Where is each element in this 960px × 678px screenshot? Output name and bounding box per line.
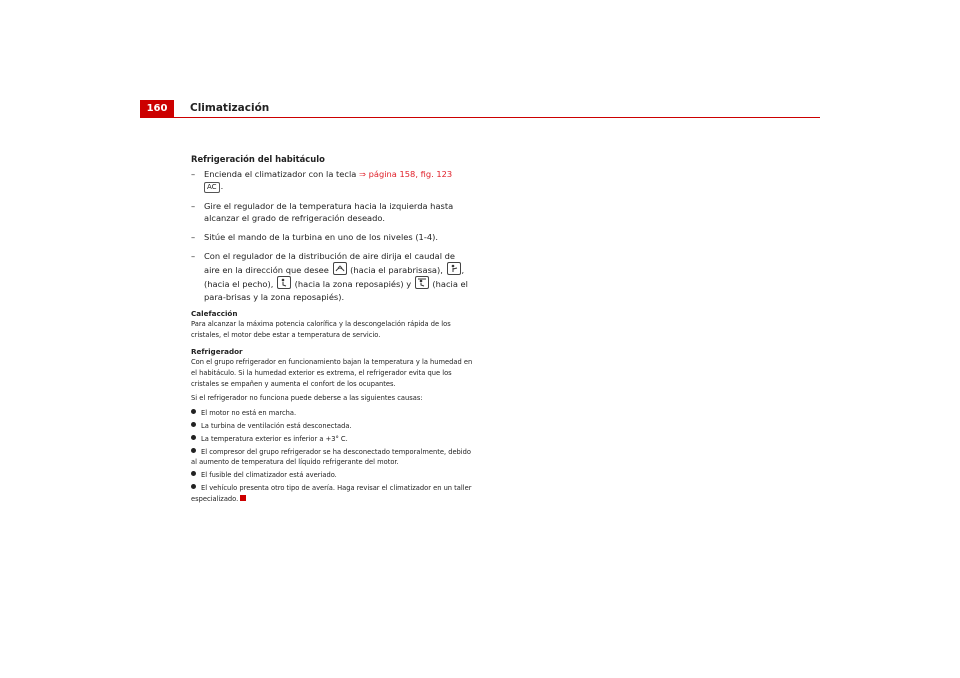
page-number: 160 xyxy=(140,100,174,118)
windshield-footwell-airflow-icon xyxy=(415,276,429,289)
page-reference-link[interactable]: ⇒ página 158, fig. 123 xyxy=(359,169,453,179)
end-of-section-icon xyxy=(240,495,246,501)
footwell-airflow-icon xyxy=(277,276,291,289)
cause-item: El motor no está en marcha. xyxy=(191,408,473,419)
bullet-icon xyxy=(191,409,196,414)
step-4: – Con el regulador de la distribución de aire dirija el caudal de aire en la dirección que desee (hacia el parabrisasa), , (hacia el pecho), (hacia la zona reposapiés) y (hacia el para-brisas y la zona reposapiés). xyxy=(191,250,468,302)
ac-key-icon: AC xyxy=(204,182,220,193)
cause-item: La turbina de ventilación está desconectada. xyxy=(191,421,473,432)
content-column xyxy=(191,154,473,507)
bullet-icon xyxy=(191,484,196,489)
cause-item: El compresor del grupo refrigerador se ha desconectado temporalmente, debido al aumento de temperatura del líquido refrigerante del motor. xyxy=(191,447,471,467)
chest-airflow-icon xyxy=(447,262,461,275)
step-2: – Gire el regulador de la temperatura hacia la izquierda hasta alcanzar el grado de refrigeración deseado. xyxy=(191,200,454,224)
calefaccion-title: Calefacción xyxy=(191,309,238,319)
step-3: – Sitúe el mando de la turbina en uno de los niveles (1-4). xyxy=(191,231,438,242)
step-1: – Encienda el climatizador con la tecla ⇒ página 158, fig. 123 AC . xyxy=(191,169,453,192)
section-title: Refrigeración del habitáculo xyxy=(191,154,325,164)
bullet-icon xyxy=(191,422,196,427)
cause-item: El vehículo presenta otro tipo de avería. Haga revisar el climatizador en un taller especializado. xyxy=(191,483,472,503)
calefaccion-text: Para alcanzar la máxima potencia calorífica y la descongelación rápida de los cristales, el motor debe estar a temperatura de servicio. xyxy=(191,320,451,340)
causes-intro: Si el refrigerador no funciona puede deberse a las siguientes causas: xyxy=(191,394,423,403)
cause-item: La temperatura exterior es inferior a +3° C. xyxy=(191,434,473,445)
header-rule xyxy=(174,117,820,118)
bullet-icon xyxy=(191,435,196,440)
windshield-airflow-icon xyxy=(333,262,347,275)
page-header xyxy=(140,100,820,118)
bullet-icon xyxy=(191,471,196,476)
refrigerador-text: Con el grupo refrigerador en funcionamiento bajan la temperatura y la humedad en el habitáculo. Si la humedad exterior es extrema, el refrigerador evita que los cristales se empañen y aumenta el confort de los ocupantes. xyxy=(191,357,473,388)
bullet-icon xyxy=(191,448,196,453)
chapter-title: Climatización xyxy=(190,102,270,114)
cause-item: El fusible del climatizador está averiado. xyxy=(191,470,473,481)
refrigerador-title: Refrigerador xyxy=(191,346,243,356)
